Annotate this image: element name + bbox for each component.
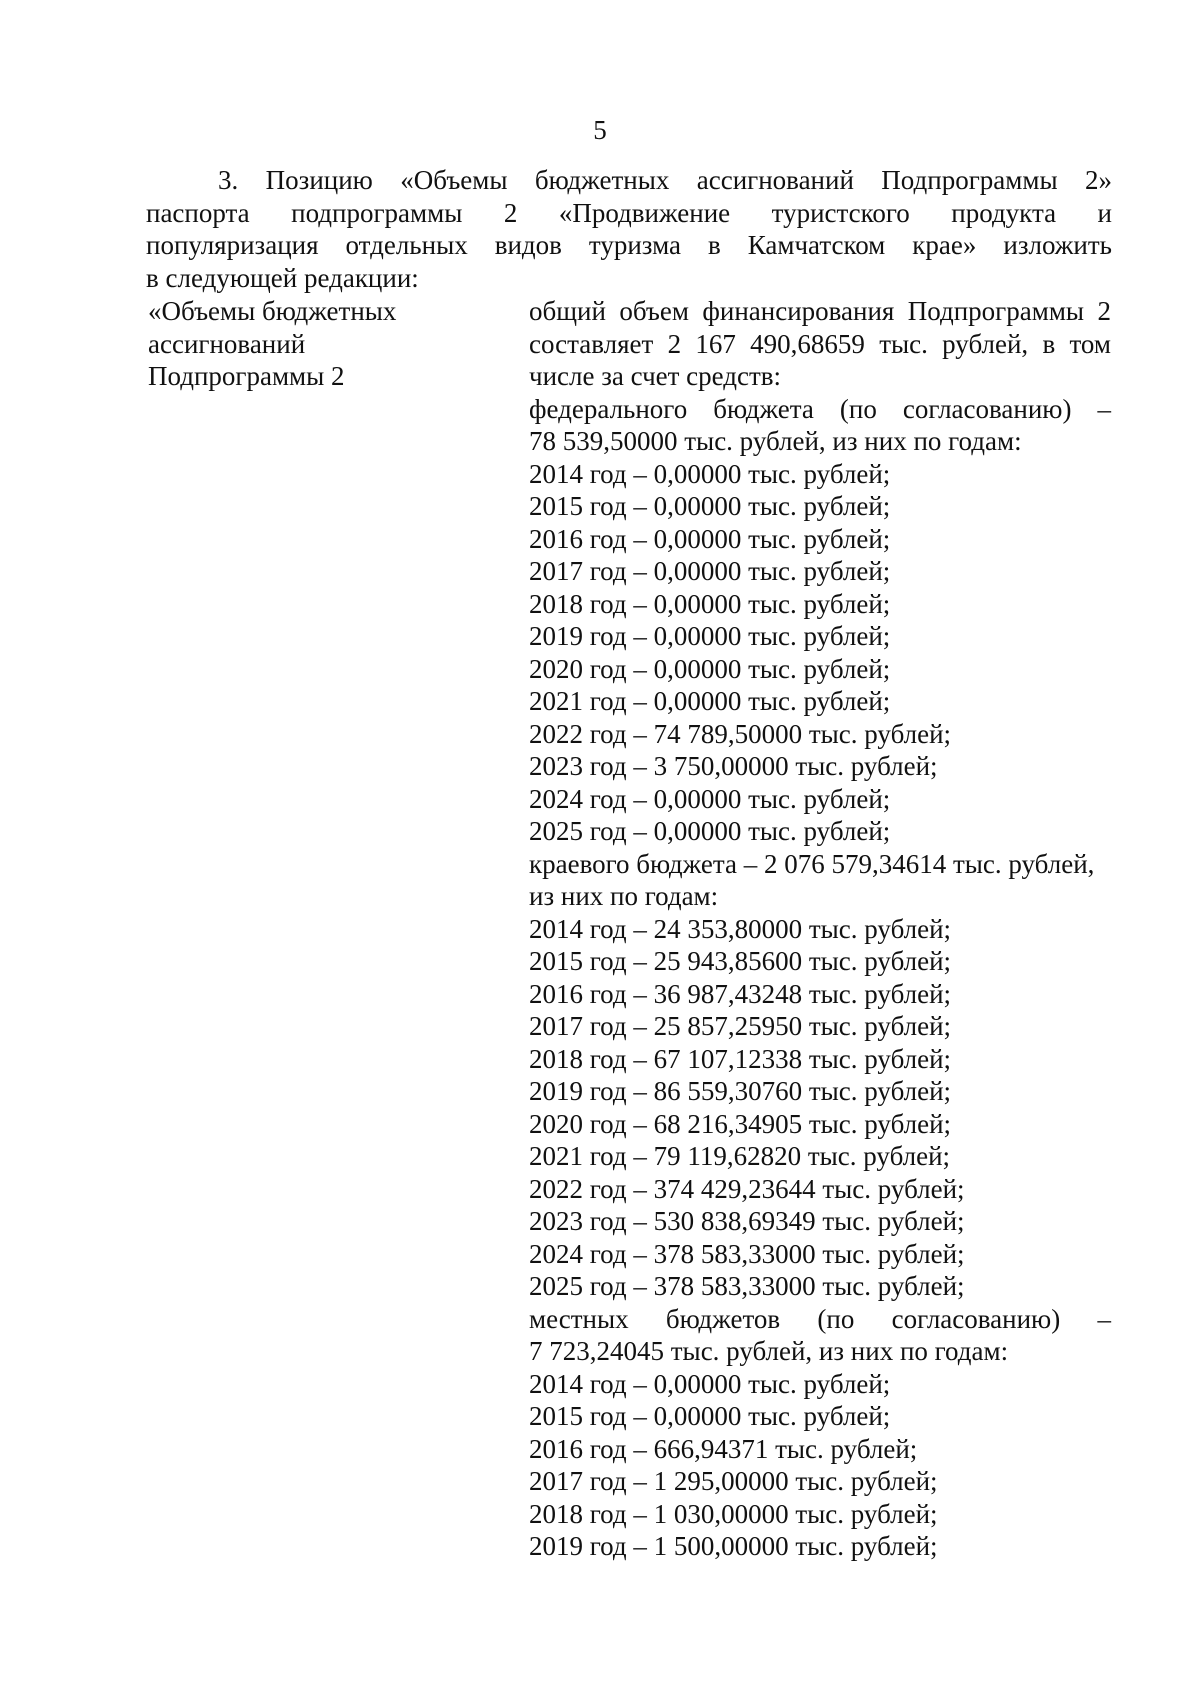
funding-line: 2015 год – 0,00000 тыс. рублей; — [529, 1401, 891, 1431]
funding-line: 2015 год – 0,00000 тыс. рублей; — [529, 491, 891, 521]
funding-line: 2016 год – 0,00000 тыс. рублей; — [529, 523, 891, 554]
funding-line: из них по годам: — [529, 881, 719, 911]
funding-line: 2017 год – 1 295,00000 тыс. рублей; — [529, 1466, 938, 1496]
funding-line: 2016 год – 666,94371 тыс. рублей; — [529, 1433, 918, 1464]
funding-line: 2019 год – 1 500,00000 тыс. рублей; — [529, 1531, 938, 1561]
funding-line: 2014 год – 0,00000 тыс. рублей; — [529, 1368, 891, 1399]
funding-line: 2018 год – 0,00000 тыс. рублей; — [529, 588, 891, 619]
position-label — [148, 295, 478, 393]
funding-line: 2019 год – 0,00000 тыс. рублей; — [529, 621, 891, 651]
funding-line: 2024 год – 0,00000 тыс. рублей; — [529, 783, 891, 814]
funding-line: 2021 год – 79 119,62820 тыс. рублей; — [529, 1141, 951, 1171]
position-label-line: «Объемы бюджетных — [148, 296, 397, 326]
funding-line: 2025 год – 0,00000 тыс. рублей; — [529, 816, 891, 846]
intro-line: в следующей редакции: — [146, 262, 419, 293]
funding-line: 2014 год – 0,00000 тыс. рублей; — [529, 458, 891, 489]
funding-line: 2022 год – 74 789,50000 тыс. рублей; — [529, 718, 952, 749]
funding-line: 2017 год – 25 857,25950 тыс. рублей; — [529, 1011, 952, 1041]
intro-line: популяризация отдельных видов туризма в Камчатском крае» изложить — [146, 230, 1112, 260]
funding-line: 2021 год – 0,00000 тыс. рублей; — [529, 686, 891, 716]
funding-line: 2024 год – 378 583,33000 тыс. рублей; — [529, 1238, 965, 1269]
funding-line: общий объем финансирования Подпрограммы 2 — [529, 296, 1111, 326]
funding-line: 2018 год – 67 107,12338 тыс. рублей; — [529, 1043, 952, 1074]
funding-line: 7 723,24045 тыс. рублей, из них по годам: — [529, 1336, 1009, 1366]
funding-line: 2017 год – 0,00000 тыс. рублей; — [529, 556, 891, 586]
funding-line: числе за счет средств: — [529, 361, 782, 391]
intro-paragraph — [146, 164, 1112, 294]
funding-line: 2018 год – 1 030,00000 тыс. рублей; — [529, 1498, 938, 1529]
funding-line: 2023 год – 3 750,00000 тыс. рублей; — [529, 751, 938, 781]
funding-line: составляет 2 167 490,68659 тыс. рублей, в том — [529, 328, 1111, 359]
position-label-line: ассигнований — [148, 328, 306, 359]
funding-line: краевого бюджета – 2 076 579,34614 тыс. рублей, — [529, 848, 1095, 879]
funding-line: 78 539,50000 тыс. рублей, из них по годам: — [529, 426, 1022, 456]
funding-line: 2020 год – 68 216,34905 тыс. рублей; — [529, 1108, 952, 1139]
funding-line: 2014 год – 24 353,80000 тыс. рублей; — [529, 913, 952, 944]
funding-line: федерального бюджета (по согласованию) – — [529, 393, 1111, 424]
intro-line: 3. Позицию «Объемы бюджетных ассигнований Подпрограммы 2» — [218, 165, 1112, 195]
funding-details — [529, 295, 1111, 1563]
funding-line: 2016 год – 36 987,43248 тыс. рублей; — [529, 978, 952, 1009]
funding-line: 2020 год – 0,00000 тыс. рублей; — [529, 653, 891, 684]
funding-line: 2015 год – 25 943,85600 тыс. рублей; — [529, 946, 952, 976]
position-label-line: Подпрограммы 2 — [148, 361, 345, 391]
funding-line: 2019 год – 86 559,30760 тыс. рублей; — [529, 1076, 952, 1106]
funding-line: 2023 год – 530 838,69349 тыс. рублей; — [529, 1206, 965, 1236]
funding-line: 2022 год – 374 429,23644 тыс. рублей; — [529, 1173, 965, 1204]
funding-line: 2025 год – 378 583,33000 тыс. рублей; — [529, 1271, 965, 1301]
funding-line: местных бюджетов (по согласованию) – — [529, 1303, 1111, 1334]
intro-line: паспорта подпрограммы 2 «Продвижение туристского продукта и — [146, 197, 1112, 228]
page-number: 5 — [593, 115, 607, 145]
